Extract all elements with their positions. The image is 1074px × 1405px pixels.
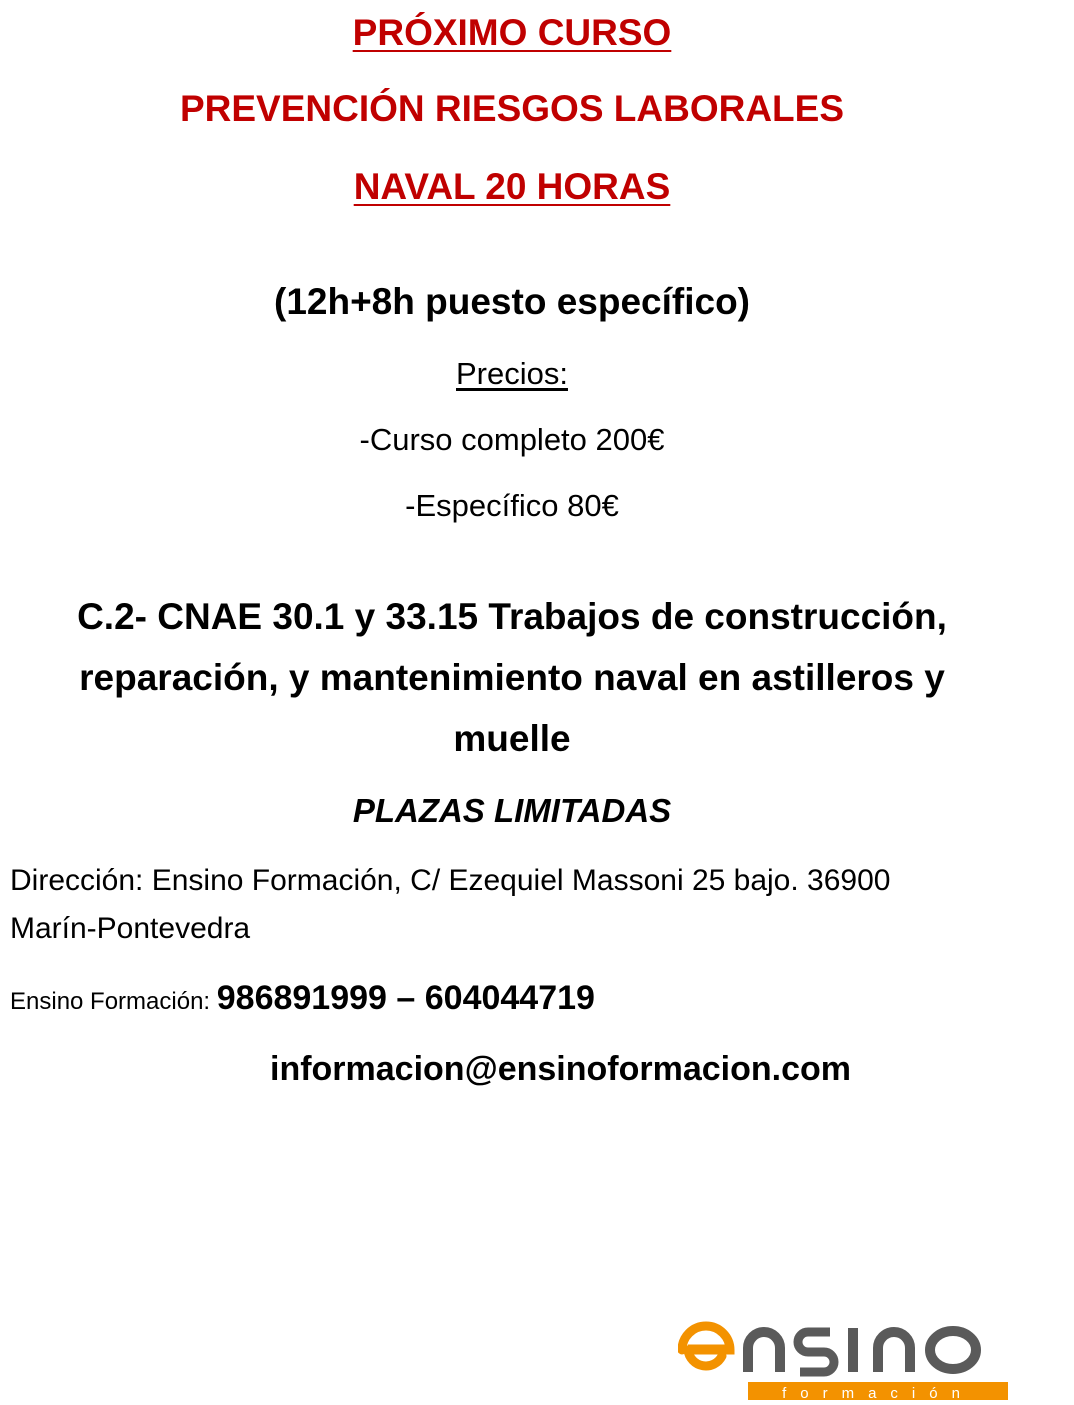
phone-numbers[interactable]: 986891999 – 604044719 xyxy=(216,979,595,1017)
address-line-2: Marín-Pontevedra xyxy=(10,912,251,945)
price-specific: -Específico 80€ xyxy=(405,488,619,523)
hours-note: (12h+8h puesto específico) xyxy=(274,281,750,322)
address-line-1: Dirección: Ensino Formación, C/ Ezequiel Massoni 25 bajo. 36900 xyxy=(10,864,891,897)
price-complete: -Curso completo 200€ xyxy=(359,422,665,457)
cnae-line-2: reparación, y mantenimiento naval en astilleros y xyxy=(79,657,945,698)
logo-subtitle: formación xyxy=(782,1385,974,1400)
phone-row xyxy=(10,978,595,1022)
address xyxy=(10,857,1050,953)
ensino-logo-graphic xyxy=(678,1308,1008,1400)
email-link[interactable]: informacion@ensinoformacion.com xyxy=(270,1050,852,1088)
heading-line-1: PRÓXIMO CURSO xyxy=(352,12,672,53)
cnae-description xyxy=(20,586,1004,769)
contact-label: Ensino Formación: xyxy=(10,988,217,1015)
cnae-line-1: C.2- CNAE 30.1 y 33.15 Trabajos de construcción, xyxy=(77,596,947,637)
heading-line-3: NAVAL 20 HORAS xyxy=(353,166,671,207)
prices-heading: Precios: xyxy=(456,356,568,391)
cnae-line-3: muelle xyxy=(453,718,571,759)
heading-line-2: PREVENCIÓN RIESGOS LABORALES xyxy=(179,88,845,129)
ensino-logo xyxy=(678,1308,1008,1400)
limited-places: PLAZAS LIMITADAS xyxy=(352,792,672,829)
